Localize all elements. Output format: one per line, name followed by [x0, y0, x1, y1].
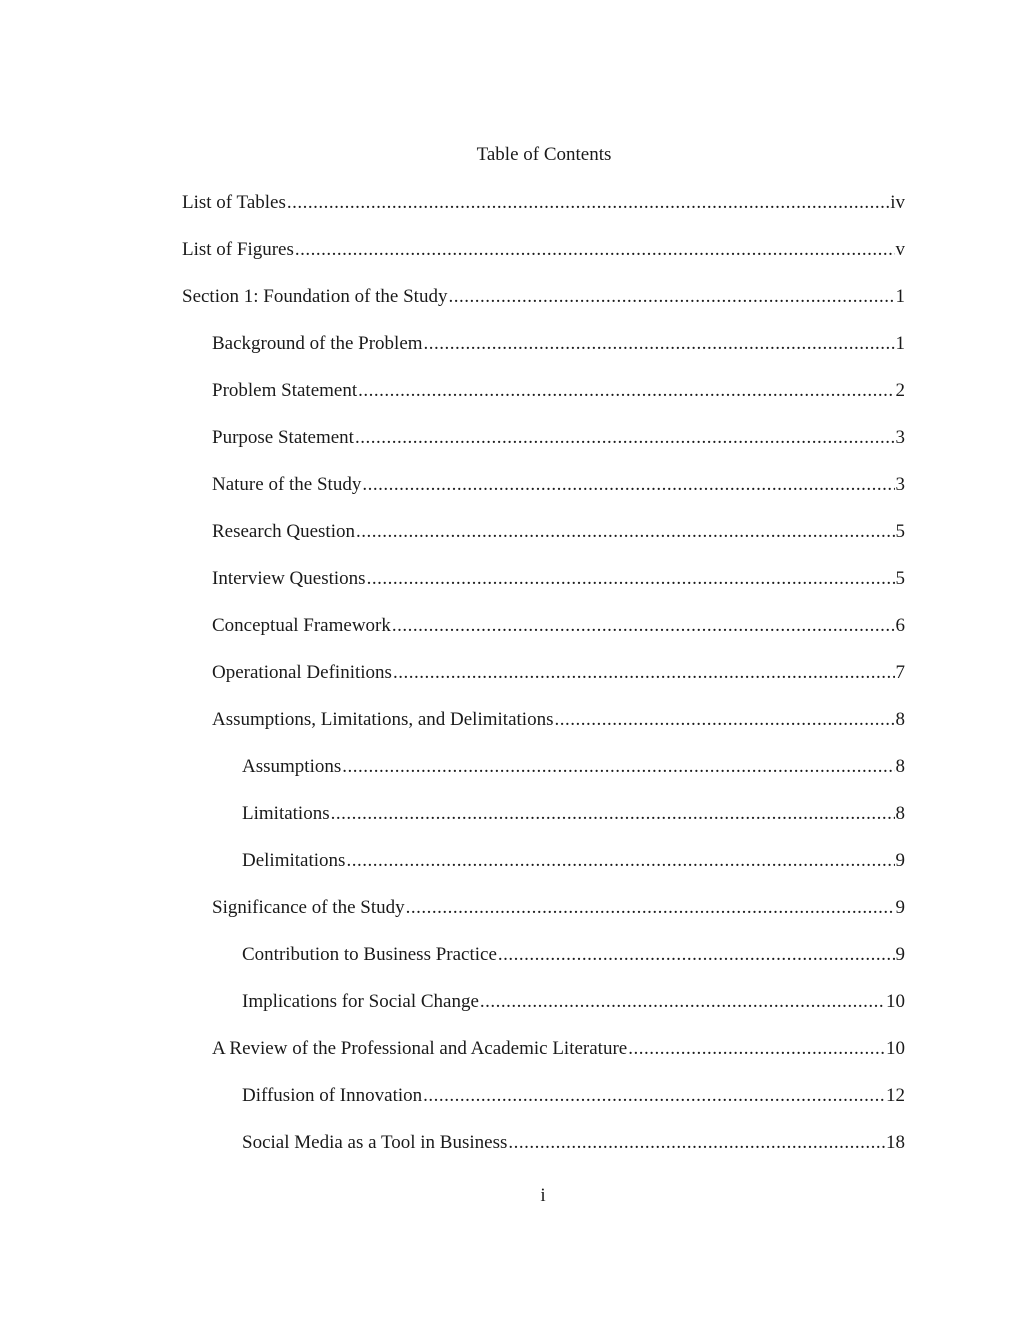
toc-dot-leader	[287, 191, 889, 215]
toc-entry-page: 18	[886, 1132, 905, 1153]
toc-entry-page: 9	[895, 850, 905, 871]
toc-entry-page: 8	[895, 756, 905, 777]
toc-dot-leader	[480, 990, 885, 1014]
toc-entry[interactable]	[182, 990, 905, 1037]
toc-entry-page: iv	[890, 192, 905, 213]
toc-dot-leader	[367, 567, 895, 591]
toc-dot-leader	[355, 426, 895, 450]
toc-entry-page: 1	[895, 333, 905, 354]
toc-dot-leader	[358, 379, 894, 403]
toc-entry-label: Assumptions, Limitations, and Delimitations	[212, 709, 554, 730]
toc-entry[interactable]	[182, 755, 905, 802]
toc-entry-label: Implications for Social Change	[242, 991, 479, 1012]
toc-entry-page: 6	[895, 615, 905, 636]
toc-entry-label: Assumptions	[242, 756, 342, 777]
toc-dot-leader	[346, 849, 894, 873]
toc-dot-leader	[393, 661, 895, 685]
toc-dot-leader	[554, 708, 894, 732]
toc-entry-page: 10	[886, 991, 905, 1012]
toc-entry-label: List of Tables	[182, 192, 286, 213]
toc-entry[interactable]	[182, 238, 905, 285]
toc-dot-leader	[331, 802, 895, 826]
toc-entry-label: List of Figures	[182, 239, 294, 260]
toc-entry[interactable]	[182, 1037, 905, 1084]
toc-entry[interactable]	[182, 191, 905, 238]
toc-entry-label: Research Question	[212, 521, 355, 542]
toc-entry-label: Nature of the Study	[212, 474, 362, 495]
toc-entry-label: Interview Questions	[212, 568, 366, 589]
toc-dot-leader	[362, 473, 894, 497]
toc-entry-label: A Review of the Professional and Academic Literature	[212, 1038, 628, 1059]
toc-entry-page: 5	[895, 568, 905, 589]
toc-entry[interactable]	[182, 567, 905, 614]
toc-entry[interactable]	[182, 285, 905, 332]
toc-entry-page: 8	[895, 709, 905, 730]
toc-entry-page: 12	[886, 1085, 905, 1106]
toc-entry[interactable]	[182, 708, 905, 755]
toc-entry-label: Social Media as a Tool in Business	[242, 1132, 508, 1153]
toc-entry-label: Delimitations	[242, 850, 346, 871]
toc-entry[interactable]	[182, 520, 905, 567]
toc-entry-label: Contribution to Business Practice	[242, 944, 497, 965]
toc-dot-leader	[342, 755, 894, 779]
toc-dot-leader	[498, 943, 895, 967]
toc-dot-leader	[406, 896, 895, 920]
toc-entry[interactable]	[182, 614, 905, 661]
toc-entry-label: Purpose Statement	[212, 427, 354, 448]
toc-entry[interactable]	[182, 661, 905, 708]
toc-entry-page: 3	[895, 427, 905, 448]
toc-entry-label: Diffusion of Innovation	[242, 1085, 423, 1106]
toc-dot-leader	[423, 1084, 885, 1108]
toc-entry-label: Limitations	[242, 803, 330, 824]
toc-entry[interactable]	[182, 1084, 905, 1131]
toc-entry[interactable]	[182, 379, 905, 426]
toc-dot-leader	[628, 1037, 885, 1061]
toc-entry[interactable]	[182, 802, 905, 849]
toc-entry-page: 2	[895, 380, 905, 401]
toc-entry-page: 3	[895, 474, 905, 495]
toc-dot-leader	[295, 238, 895, 262]
toc-entry-page: 9	[895, 897, 905, 918]
toc-entry[interactable]	[182, 332, 905, 379]
toc-entry-page: 7	[895, 662, 905, 683]
toc-entry[interactable]	[182, 426, 905, 473]
toc-dot-leader	[356, 520, 895, 544]
page-title: Table of Contents	[476, 144, 612, 165]
toc-entry-page: 1	[895, 286, 905, 307]
toc-entry[interactable]	[182, 943, 905, 990]
toc-list	[182, 191, 905, 1178]
toc-entry-page: 5	[895, 521, 905, 542]
toc-entry[interactable]	[182, 849, 905, 896]
toc-dot-leader	[448, 285, 894, 309]
page-number: i	[540, 1185, 546, 1206]
toc-entry-page: 9	[895, 944, 905, 965]
toc-entry[interactable]	[182, 1131, 905, 1178]
toc-entry[interactable]	[182, 896, 905, 943]
toc-entry-page: v	[895, 239, 905, 260]
toc-entry-label: Section 1: Foundation of the Study	[182, 286, 448, 307]
toc-entry[interactable]	[182, 473, 905, 520]
toc-entry-label: Background of the Problem	[212, 333, 423, 354]
toc-entry-label: Conceptual Framework	[212, 615, 391, 636]
toc-dot-leader	[508, 1131, 885, 1155]
toc-entry-label: Operational Definitions	[212, 662, 392, 683]
toc-entry-page: 10	[886, 1038, 905, 1059]
toc-dot-leader	[424, 332, 895, 356]
toc-entry-label: Problem Statement	[212, 380, 358, 401]
toc-entry-page: 8	[895, 803, 905, 824]
toc-dot-leader	[392, 614, 895, 638]
toc-entry-label: Significance of the Study	[212, 897, 405, 918]
